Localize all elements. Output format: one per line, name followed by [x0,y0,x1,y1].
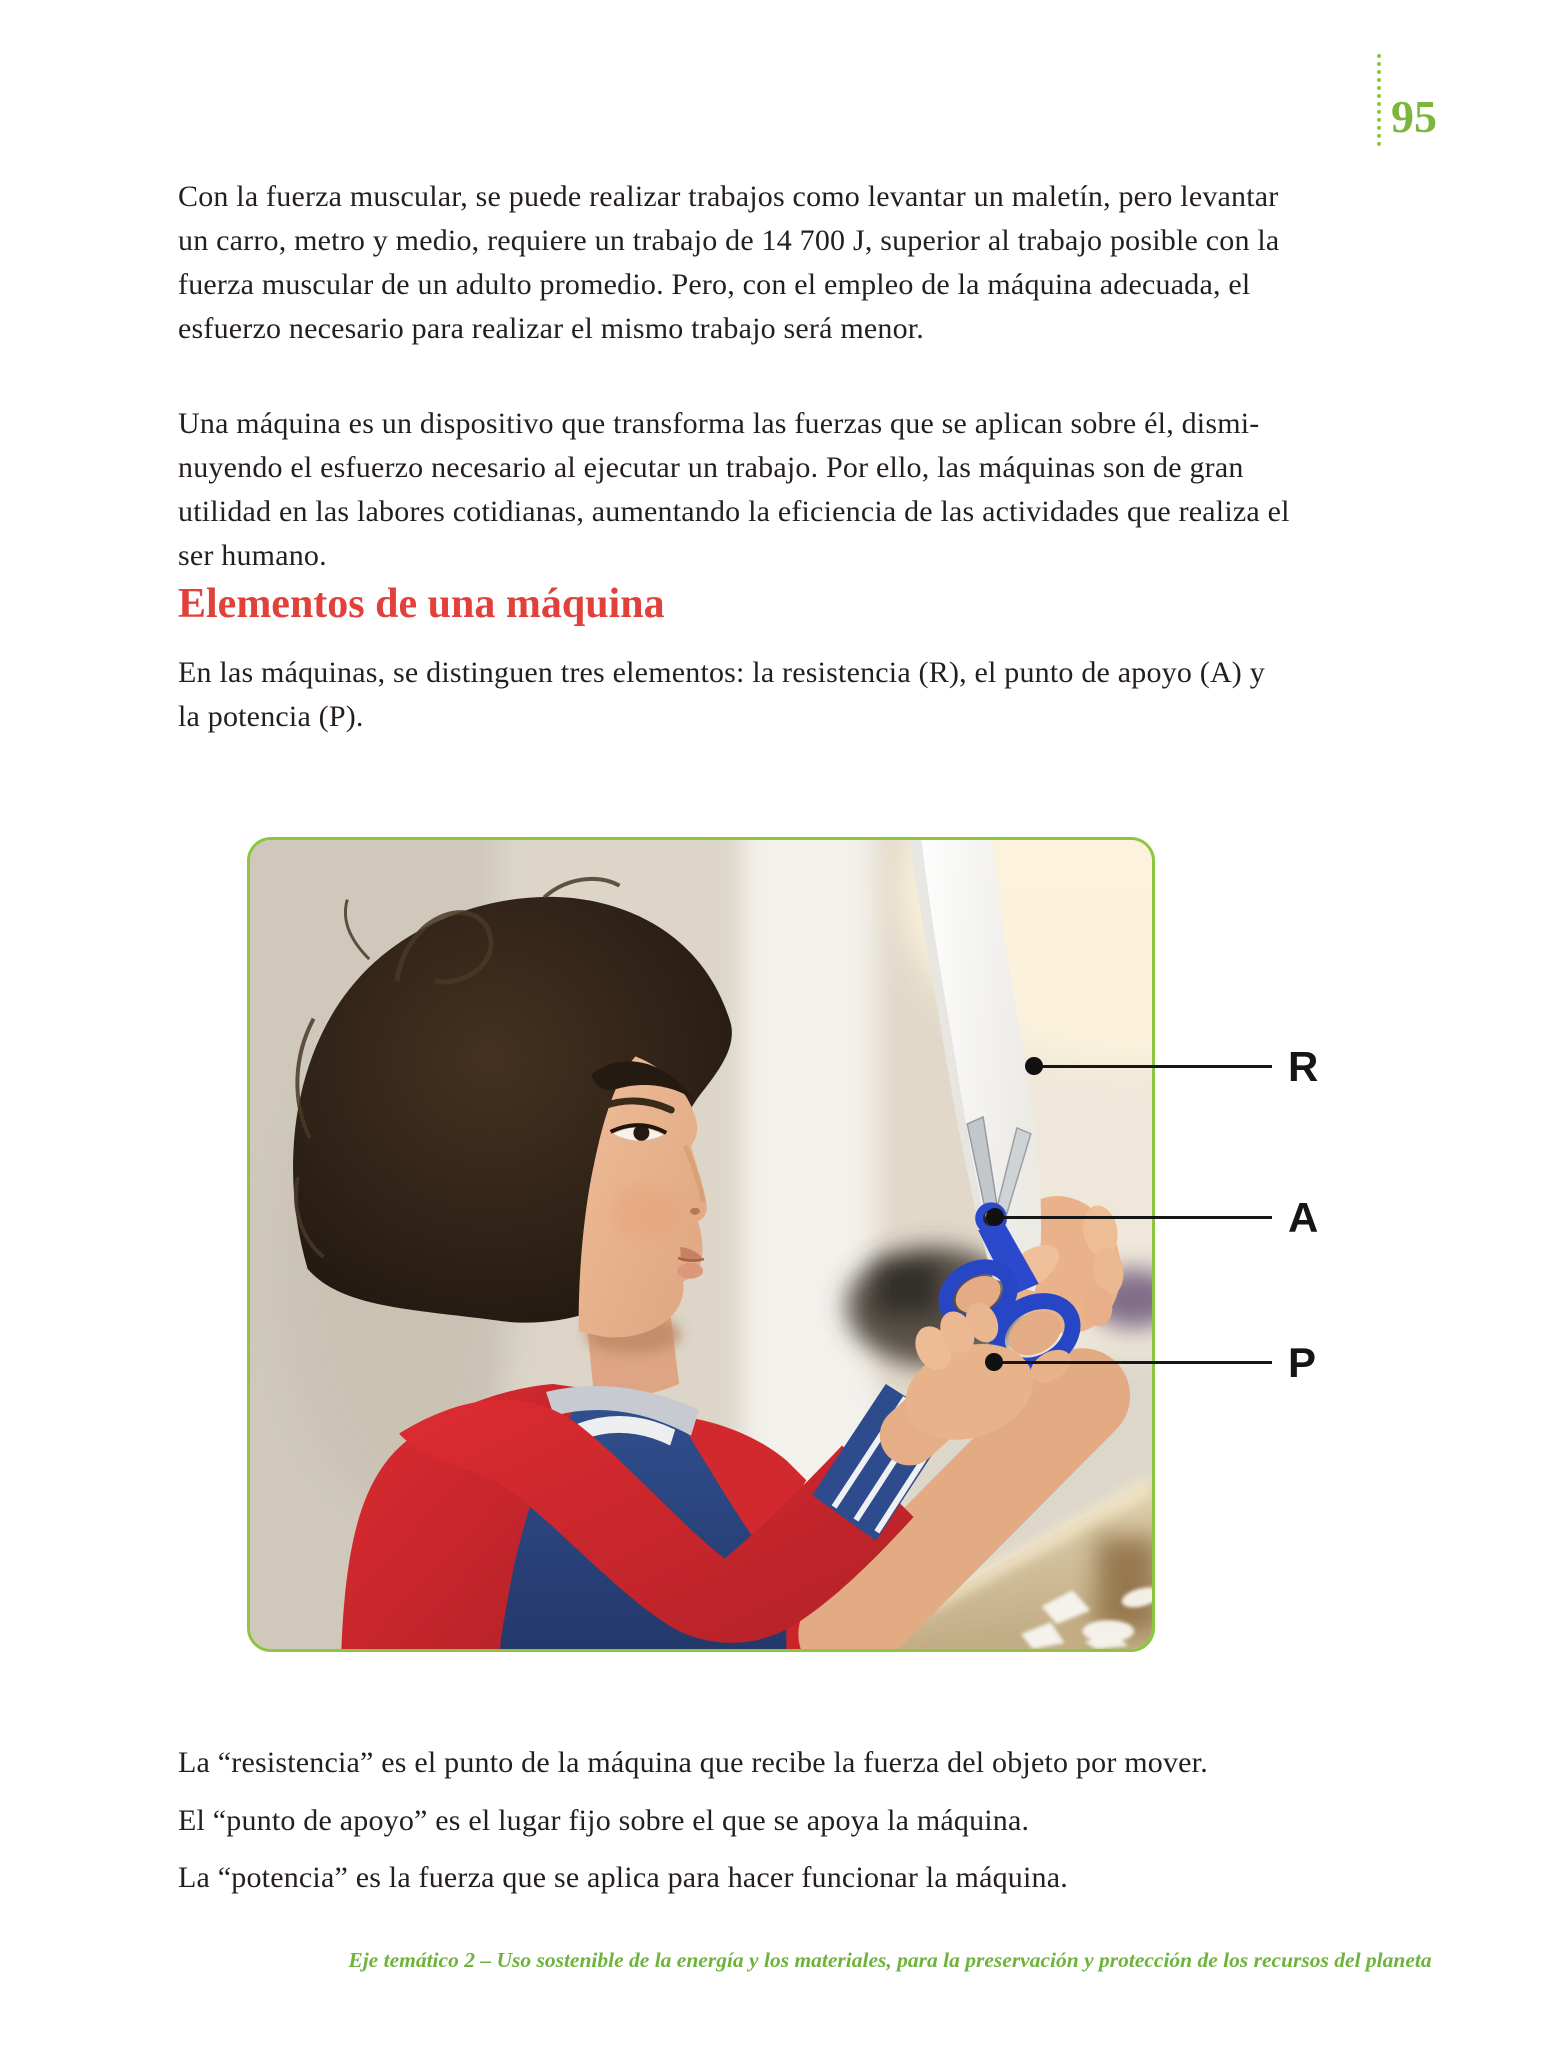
callout-line-r [1034,1065,1272,1068]
paragraph-line: El “punto de apoyo” es el lugar fijo sobre el que se apoya la máquina. [178,1804,1030,1837]
callout-label-r: R [1288,1043,1319,1090]
callout-dot-a [986,1208,1004,1226]
footer-text: Eje temático 2 – Uso sostenible de la energía y los materiales, para la preservación y protección de los recursos del planeta [348,1948,1432,1972]
dotted-rule [1377,54,1381,146]
paragraph-line: La “potencia” es la fuerza que se aplica para hacer funcionar la máquina. [178,1861,1068,1894]
paragraph-line: fuerza muscular de un adulto promedio. Pero, con el empleo de la máquina adecuada, el [178,268,1251,301]
callout-dot-r [1025,1057,1043,1075]
paragraph-line: La “resistencia” es el punto de la máquina que recibe la fuerza del objeto por mover. [178,1746,1208,1779]
paragraph-1 [178,175,1279,351]
paragraph-line: En las máquinas, se distinguen tres elementos: la resistencia (R), el punto de apoyo (A) y [178,656,1265,689]
callout-label-p: P [1288,1339,1317,1386]
paragraph-line: utilidad en las labores cotidianas, aumentando la eficiencia de las actividades que realiza el [178,495,1290,528]
figure-frame [247,837,1155,1652]
paragraph-line: Con la fuerza muscular, se puede realizar trabajos como levantar un maletín, pero levantar [178,180,1279,213]
callout-dot-p [985,1353,1003,1371]
figure-illustration [250,840,1152,1649]
paragraph-line: Una máquina es un dispositivo que transforma las fuerzas que se aplican sobre él, dismi- [178,407,1260,440]
paragraph-line: ser humano. [178,539,327,572]
paragraph-2 [178,402,1290,578]
paragraph-line: la potencia (P). [178,700,364,733]
paragraph-line: un carro, metro y medio, requiere un trabajo de 14 700 J, superior al trabajo posible con la [178,224,1280,257]
page-number: 95 [1391,91,1437,142]
paragraph-3 [178,651,1265,739]
paragraph-line: nuyendo el esfuerzo necesario al ejecutar un trabajo. Por ello, las máquinas son de gran [178,451,1244,484]
section-heading: Elementos de una máquina [178,581,665,627]
callout-line-p [994,1361,1272,1364]
definition-resistencia [178,1741,1208,1785]
callout-label-a: A [1288,1194,1319,1241]
callout-line-a [995,1216,1272,1219]
definition-punto-de-apoyo [178,1799,1029,1843]
paragraph-line: esfuerzo necesario para realizar el mismo trabajo será menor. [178,312,924,345]
definition-potencia [178,1856,1068,1900]
